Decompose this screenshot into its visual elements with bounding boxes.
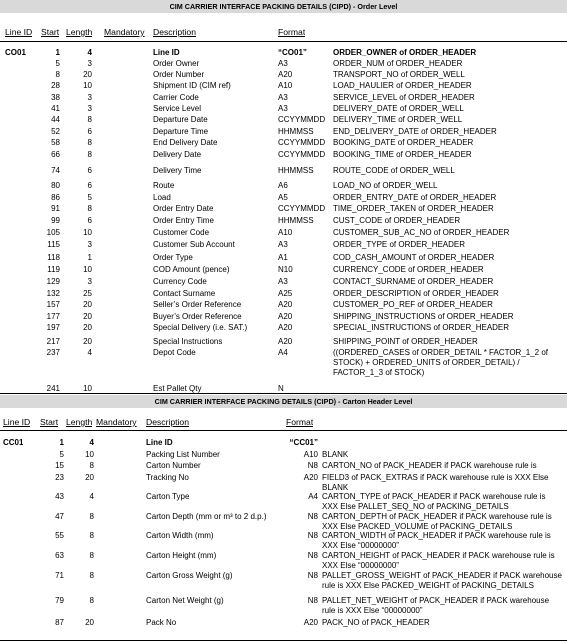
table-bottom-border <box>0 393 567 394</box>
row-format: A20 <box>278 70 293 79</box>
row-start: 71 <box>55 571 64 580</box>
header-start: Start <box>41 27 60 37</box>
row-start: 87 <box>55 618 64 627</box>
row-start: 52 <box>51 127 60 136</box>
row-start: 217 <box>46 337 60 346</box>
row-mapping: SHIPPING_INSTRUCTIONS of ORDER_HEADER <box>333 312 514 321</box>
row-format: A1 <box>278 253 288 262</box>
row-start: 129 <box>46 277 60 286</box>
row-format: CCYYMMDD <box>278 150 326 159</box>
row-length: 6 <box>87 216 92 225</box>
row-format: A20 <box>303 618 318 627</box>
row-start: 43 <box>55 492 64 501</box>
header-divider <box>0 430 567 431</box>
row-length: 20 <box>83 323 92 332</box>
row-length: 10 <box>85 450 94 459</box>
order-level-banner: CIM CARRIER INTERFACE PACKING DETAILS (CIPD) - Order Level <box>0 0 567 13</box>
row-mapping: CARTON_HEIGHT of PACK_HEADER if PACK warehouse rule is XXX Else “00000000” <box>322 551 555 570</box>
row-format: “CO01” <box>278 48 307 57</box>
row-format: N8 <box>307 551 318 560</box>
row-start: 55 <box>55 531 64 540</box>
row-description: Carton Height (mm) <box>146 551 217 560</box>
row-mapping: CURRENCY_CODE of ORDER_HEADER <box>333 265 484 274</box>
row-description: Departure Time <box>153 127 209 136</box>
row-length: 1 <box>87 253 92 262</box>
row-format: CCYYMMDD <box>278 204 326 213</box>
header-mandatory: Mandatory <box>104 27 145 37</box>
row-line-id: CO01 <box>5 48 26 57</box>
row-start: 5 <box>55 59 60 68</box>
row-mapping <box>322 438 562 448</box>
row-format: HHMMSS <box>278 216 314 225</box>
row-length: 20 <box>83 312 92 321</box>
row-length: 6 <box>87 181 92 190</box>
row-length: 8 <box>89 461 94 470</box>
row-length: 10 <box>83 384 92 393</box>
row-start: 91 <box>51 204 60 213</box>
row-length: 8 <box>87 204 92 213</box>
row-start: 38 <box>51 93 60 102</box>
row-format: CCYYMMDD <box>278 115 326 124</box>
row-start: 237 <box>46 348 60 357</box>
row-format: A3 <box>278 59 288 68</box>
row-description: Est Pallet Qty <box>153 384 202 393</box>
row-length: 5 <box>87 193 92 202</box>
row-start: 241 <box>46 384 60 393</box>
row-mapping: FIELD3 of PACK_EXTRAS if PACK warehouse rule is XXX Else BLANK <box>322 473 549 492</box>
row-mapping: DELIVERY_DATE of ORDER_WELL <box>333 104 464 113</box>
row-mapping: BOOKING_TIME of ORDER_HEADER <box>333 150 472 159</box>
row-length: 3 <box>87 277 92 286</box>
row-start: 105 <box>46 228 60 237</box>
row-start: 177 <box>46 312 60 321</box>
row-mapping: PACK_NO of PACK_HEADER <box>322 618 430 627</box>
row-mapping: PALLET_GROSS_WEIGHT of PACK_HEADER if PACK warehouse rule is XXX Else PACKED_WEIGHT of PACKING_DETAILS <box>322 571 562 590</box>
row-description: Buyer’s Order Reference <box>153 312 242 321</box>
row-length: 8 <box>89 512 94 521</box>
row-start: 74 <box>51 166 60 175</box>
row-description: End Delivery Date <box>153 138 218 147</box>
row-start: 47 <box>55 512 64 521</box>
row-description: Service Level <box>153 104 202 113</box>
row-mapping: SPECIAL_INSTRUCTIONS of ORDER_HEADER <box>333 323 510 332</box>
row-length: 3 <box>87 59 92 68</box>
header-format: Format <box>286 417 314 427</box>
row-length: 8 <box>89 531 94 540</box>
row-format: N8 <box>307 596 318 605</box>
row-mapping: ORDER_ENTRY_DATE of ORDER_HEADER <box>333 193 497 202</box>
row-start: 80 <box>51 181 60 190</box>
row-description: Order Owner <box>153 59 200 68</box>
row-format: HHMMSS <box>278 127 314 136</box>
header-description: Description <box>146 417 189 427</box>
row-format: N10 <box>278 265 293 274</box>
header-description: Description <box>153 27 196 37</box>
row-mapping: TRANSPORT_NO of ORDER_WELL <box>333 70 465 79</box>
row-length: 8 <box>87 150 92 159</box>
row-mapping: ORDER_OWNER of ORDER_HEADER <box>333 48 477 57</box>
row-start: 115 <box>47 240 60 249</box>
header-format: Format <box>278 27 306 37</box>
row-start: 79 <box>55 596 64 605</box>
row-length: 8 <box>89 551 94 560</box>
row-start: 99 <box>51 216 60 225</box>
row-length: 8 <box>89 596 94 605</box>
row-mapping: ORDER_DESCRIPTION of ORDER_HEADER <box>333 289 499 298</box>
row-format: A20 <box>278 312 293 321</box>
header-start: Start <box>40 417 59 427</box>
row-format: A3 <box>278 277 288 286</box>
row-line-id: CC01 <box>3 438 24 447</box>
row-description: Order Entry Date <box>153 204 214 213</box>
row-length: 4 <box>89 492 94 501</box>
row-length: 20 <box>85 473 94 482</box>
row-mapping: CUSTOMER_SUB_AC_NO of ORDER_HEADER <box>333 228 510 237</box>
row-format: A5 <box>278 193 288 202</box>
row-length: 20 <box>83 70 92 79</box>
row-description: Carton Depth (mm or m³ to 2 d.p.) <box>146 512 267 521</box>
row-format: A10 <box>303 450 318 459</box>
row-description: Line ID <box>146 438 173 447</box>
row-description: Contact Surname <box>153 289 216 298</box>
row-start: 119 <box>47 265 60 274</box>
row-mapping: LOAD_HAULIER of ORDER_HEADER <box>333 81 472 90</box>
row-start: 8 <box>55 70 60 79</box>
row-start: 1 <box>55 48 60 57</box>
row-mapping: ORDER_TYPE of ORDER_HEADER <box>333 240 466 249</box>
row-start: 44 <box>51 115 60 124</box>
row-description: Carton Gross Weight (g) <box>146 571 233 580</box>
row-format: A10 <box>278 228 293 237</box>
row-mapping: LOAD_NO of ORDER_WELL <box>333 181 438 190</box>
row-length: 10 <box>83 81 92 90</box>
row-format: N <box>278 384 284 393</box>
row-mapping: CUSTOMER_PO_REF of ORDER_HEADER <box>333 300 493 309</box>
row-format: N8 <box>307 571 318 580</box>
row-description: Customer Sub Account <box>153 240 235 249</box>
row-format: A20 <box>278 323 293 332</box>
row-start: 86 <box>51 193 60 202</box>
row-mapping: COD_CASH_AMOUNT of ORDER_HEADER <box>333 253 495 262</box>
header-length: Length <box>66 417 93 427</box>
row-start: 5 <box>59 450 64 459</box>
header-line-id: Line ID <box>5 27 33 37</box>
row-format: A3 <box>278 104 288 113</box>
row-length: 8 <box>89 571 94 580</box>
row-start: 118 <box>47 253 60 262</box>
row-format: “CC01” <box>289 438 318 447</box>
row-description: Special Delivery (i.e. SAT.) <box>153 323 248 332</box>
row-description: Load <box>153 193 171 202</box>
row-length: 10 <box>83 265 92 274</box>
carton-header-table <box>0 395 567 641</box>
row-mapping: BOOKING_DATE of ORDER_HEADER <box>333 138 474 147</box>
row-description: Shipment ID (CIM ref) <box>153 81 231 90</box>
row-length: 10 <box>83 228 92 237</box>
row-length: 4 <box>89 438 94 447</box>
row-format: A3 <box>278 93 288 102</box>
row-mapping: CUST_CODE of ORDER_HEADER <box>333 216 461 225</box>
row-length: 4 <box>87 48 92 57</box>
row-description: Packing List Number <box>146 450 220 459</box>
row-format: A20 <box>303 473 318 482</box>
row-length: 3 <box>87 240 92 249</box>
row-mapping: CARTON_DEPTH of PACK_HEADER if PACK warehouse rule is XXX Else PACKED_VOLUME of PACKING_DETAILS <box>322 512 552 531</box>
row-mapping: CARTON_NO of PACK_HEADER if PACK warehouse rule is <box>322 461 537 470</box>
row-length: 20 <box>85 618 94 627</box>
row-description: Depot Code <box>153 348 196 357</box>
row-start: 41 <box>51 104 60 113</box>
row-mapping: BLANK <box>322 450 349 459</box>
row-format: N8 <box>307 512 318 521</box>
row-format: N8 <box>307 531 318 540</box>
row-description: Carton Net Weight (g) <box>146 596 224 605</box>
row-format: A4 <box>278 348 288 357</box>
row-description: Carton Type <box>146 492 190 501</box>
row-length: 6 <box>87 166 92 175</box>
row-mapping: ROUTE_CODE of ORDER_WELL <box>333 166 455 175</box>
row-mapping: SERVICE_LEVEL of ORDER_HEADER <box>333 93 475 102</box>
row-mapping: END_DELIVERY_DATE of ORDER_HEADER <box>333 127 497 136</box>
row-description: Tracking No <box>146 473 189 482</box>
row-mapping: DELIVERY_TIME of ORDER_WELL <box>333 115 463 124</box>
header-length: Length <box>66 27 93 37</box>
row-description: Delivery Time <box>153 166 202 175</box>
row-format: A3 <box>278 240 288 249</box>
row-mapping: PALLET_NET_WEIGHT of PACK_HEADER if PACK warehouse rule is XXX Else “00000000” <box>322 596 550 615</box>
row-length: 25 <box>83 289 92 298</box>
row-start: 23 <box>55 473 64 482</box>
row-length: 4 <box>87 348 92 357</box>
row-description: Seller’s Order Reference <box>153 300 242 309</box>
row-description: Special Instructions <box>153 337 223 346</box>
row-mapping: ((ORDERED_CASES of ORDER_DETAIL * FACTOR_1_2 of STOCK) + ORDERED_UNITS of ORDER_DETAIL) / FACTOR_1_3 of STOCK) <box>333 348 549 377</box>
row-format: A6 <box>278 181 288 190</box>
row-description: Departure Date <box>153 115 208 124</box>
row-description: Carton Width (mm) <box>146 531 214 540</box>
row-description: Line ID <box>153 48 180 57</box>
row-format: A25 <box>278 289 293 298</box>
row-description: Route <box>153 181 175 190</box>
row-description: Order Number <box>153 70 205 79</box>
row-mapping: SHIPPING_POINT of ORDER_HEADER <box>333 337 478 346</box>
row-description: Order Entry Time <box>153 216 214 225</box>
row-start: 197 <box>46 323 60 332</box>
row-start: 58 <box>51 138 60 147</box>
row-format: A20 <box>278 300 293 309</box>
row-mapping: ORDER_NUM of ORDER_HEADER <box>333 59 463 68</box>
carton-level-banner: CIM CARRIER INTERFACE PACKING DETAILS (CIPD) - Carton Header Level <box>0 395 567 408</box>
row-description: Carton Number <box>146 461 201 470</box>
header-mandatory: Mandatory <box>96 417 137 427</box>
row-description: Carrier Code <box>153 93 199 102</box>
row-length: 20 <box>83 337 92 346</box>
row-mapping: CARTON_TYPE of PACK_HEADER if PACK warehouse rule is XXX Else PALLET_SEQ_NO of PACKING_DETAILS <box>322 492 546 511</box>
row-start: 66 <box>51 150 60 159</box>
row-start: 28 <box>51 81 60 90</box>
row-description: Order Type <box>153 253 193 262</box>
row-description: Customer Code <box>153 228 210 237</box>
row-format: CCYYMMDD <box>278 138 326 147</box>
row-length: 8 <box>87 115 92 124</box>
row-start: 1 <box>59 438 64 447</box>
row-mapping: TIME_ORDER_TAKEN of ORDER_HEADER <box>333 204 494 213</box>
row-start: 15 <box>55 461 64 470</box>
row-format: A10 <box>278 81 293 90</box>
row-start: 132 <box>46 289 60 298</box>
row-start: 157 <box>46 300 60 309</box>
row-length: 6 <box>87 127 92 136</box>
row-description: Currency Code <box>153 277 207 286</box>
row-length: 8 <box>87 138 92 147</box>
row-length: 3 <box>87 104 92 113</box>
row-mapping: CARTON_WIDTH of PACK_HEADER if PACK warehouse rule is XXX Else “00000000” <box>322 531 551 550</box>
row-format: A4 <box>308 492 318 501</box>
row-format: N8 <box>307 461 318 470</box>
header-divider <box>0 41 567 42</box>
row-length: 3 <box>87 93 92 102</box>
row-description: Pack No <box>146 618 177 627</box>
row-mapping: CONTACT_SURNAME of ORDER_HEADER <box>333 277 494 286</box>
row-description: COD Amount (pence) <box>153 265 230 274</box>
header-line-id: Line ID <box>3 417 31 427</box>
row-format: A20 <box>278 337 293 346</box>
row-format: HHMMSS <box>278 166 314 175</box>
row-start: 63 <box>55 551 64 560</box>
row-length: 20 <box>83 300 92 309</box>
row-description: Delivery Date <box>153 150 202 159</box>
